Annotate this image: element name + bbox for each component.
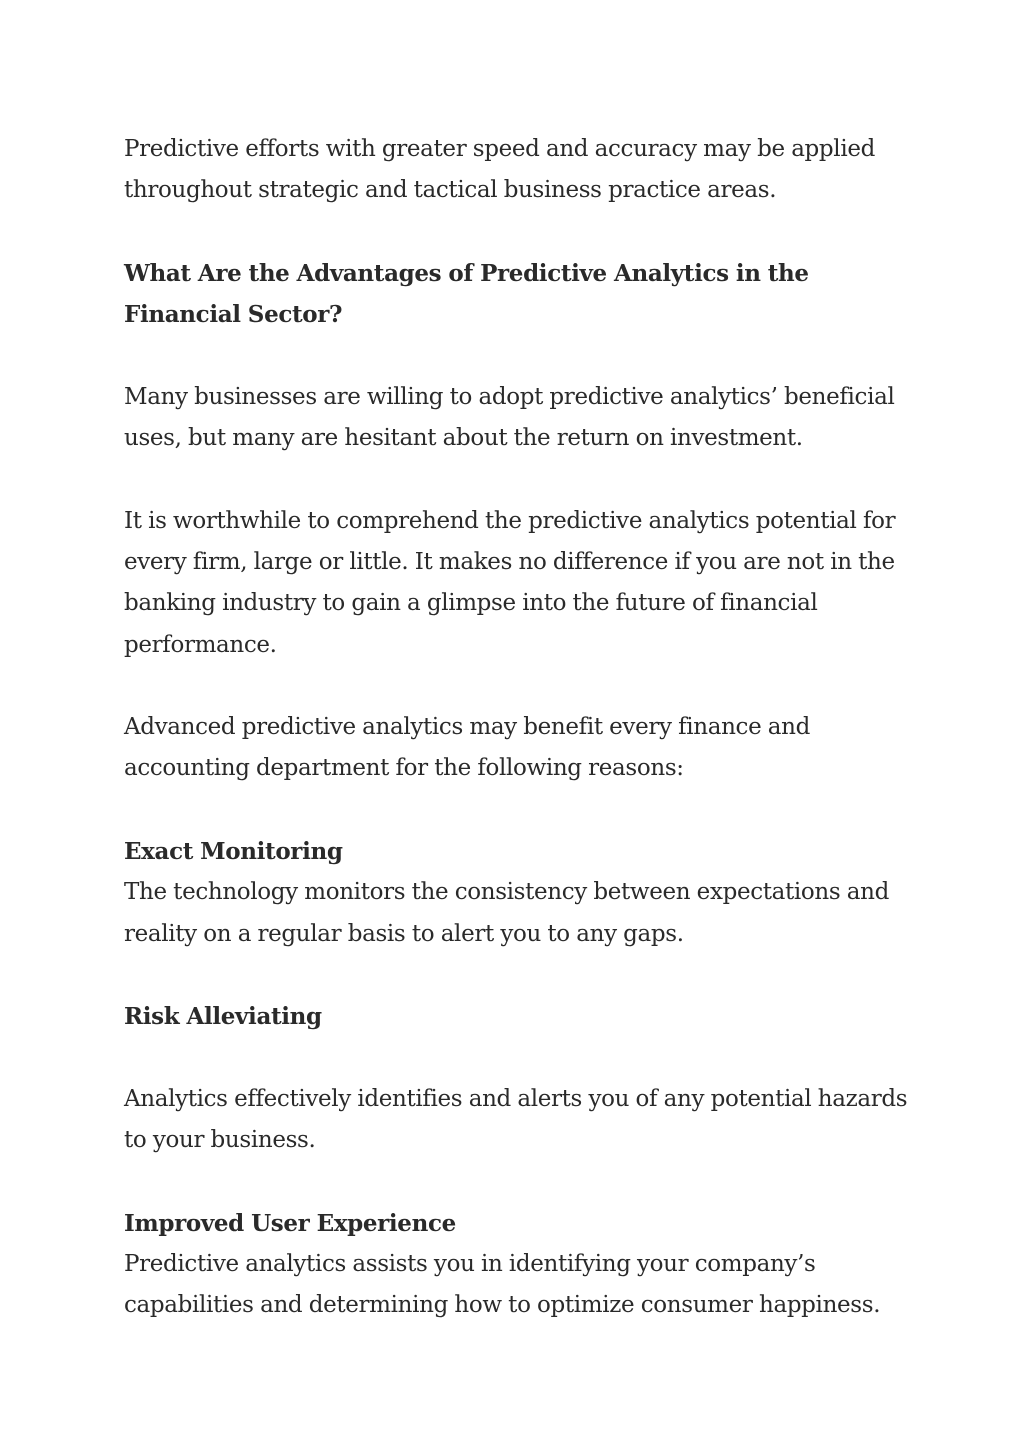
paragraph-potential: It is worthwhile to comprehend the predictive analytics potential for every firm, large or little. It makes no difference if you are not in the banking industry to gain a glimpse into the future of financial performance. [124,507,896,658]
section-heading: What Are the Advantages of Predictive Analytics in the Financial Sector? [124,259,809,329]
paragraph-roi: Many businesses are willing to adopt predictive analytics’ beneficial uses, but many are hesitant about the return on investment. [124,383,895,452]
benefit-text-risk: Analytics effectively identifies and alerts you of any potential hazards to your business. [124,1085,908,1154]
benefit-text-user-experience: Predictive analytics assists you in identifying your company’s capabilities and determining how to optimize consumer happiness. [124,1251,881,1319]
benefit-title-risk: Risk Alleviating [124,1003,322,1031]
intro-paragraph: Predictive efforts with greater speed and accuracy may be applied throughout strategic and tactical business practice areas. [124,136,875,204]
benefit-title-user-experience: Improved User Experience [124,1209,456,1237]
benefit-text-monitoring: The technology monitors the consistency between expectations and reality on a regular basis to alert you to any gaps. [124,879,889,947]
benefit-title-monitoring: Exact Monitoring [124,838,343,866]
paragraph-reasons: Advanced predictive analytics may benefit every finance and accounting department for the following reasons: [124,714,810,782]
article-body [124,129,914,1327]
